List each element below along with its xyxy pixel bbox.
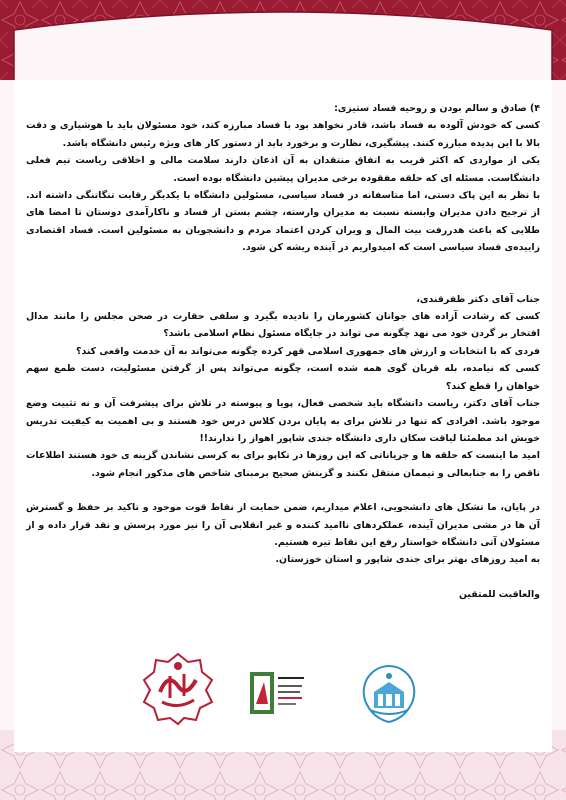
top-decorative-frame xyxy=(0,0,566,80)
section-heading: ۴) صادق و سالم بودن و روحیه فساد ستیزی: xyxy=(334,103,540,114)
paragraph: به امید روزهای بهتر برای جندی شاپور و استان خوزستان. xyxy=(275,554,540,566)
paragraph: در پایان، ما تشکل های دانشجویی، اعلام میداریم، ضمن حمایت از نقاط قوت موجود و تاکید بر حفظ و گسترش آن ها در مشی مدیران آینده، عملکردهای ناامید کننده و غیر انقلابی آن را نیز مورد پرسش و نقد قرار داده و از مسئولان آتی دانشگاه خواستار رفع این نقاط تیره هستیم. xyxy=(26,502,540,548)
paragraph: امید ما اینست که حلقه ها و جریاناتی که این روزها در تکاپو برای به کرسی نشاندن گزینه ی خود هستند اطلاعات ناقص را به جنابعالی و تیممان منتقل نکنند و گزینش صحیح برمبنای شاخص های مذکور انجام شود. xyxy=(26,450,540,479)
paragraph: فردی که با انتخابات و ارزش های جمهوری اسلامی قهر کرده چگونه می‌تواند به آن خدمت واقعی کند؟ xyxy=(76,345,540,357)
bottom-decorative-frame xyxy=(0,730,566,800)
paragraph: کسی که نیامده، بله قربان گوی همه شده است، چگونه می‌تواند پس از گرفتن مسئولیت، دست طمع سهم خواهان را قطع کند؟ xyxy=(26,363,540,392)
paragraph: یکی از مواردی که اکثر قریب به اتفاق منتقدان به آن اذعان دارند سلامت مالی و اخلاقی ریاست تیم فعلی دانشگاست. مسئله ای که حلقه مفقوده برخی مدیران پیشین دانشگاه بوده است. xyxy=(26,155,540,184)
university-basij-emblem-icon xyxy=(360,662,418,730)
paragraph: جناب آقای دکتر، ریاست دانشگاه باید شخصی فعال، پویا و پیوسته در تلاش برای پیشرفت آن و نه تثبیت وضع موجود باشد. افرادی که تنها در تلاش برای به پایان بردن کلاس درس خود هستند و بی اهمیت به کیفیت تدریس خویش اند مطمئنا لیاقت سکان داری دانشگاه جندی شاپور اهواز را ندارند!! xyxy=(26,398,540,444)
document-body xyxy=(26,100,540,603)
jaame-eslami-calligraphy-emblem-icon xyxy=(140,652,216,730)
student-basij-emblem-icon xyxy=(244,664,308,726)
paragraph: با نظر به این پاک دستی، اما متاسفانه در فساد سیاسی، مسئولین دانشگاه با یکدیگر رقابت تنگاتنگی داشته اند. از ترجیح دادن مدیران وابسته نسبت به مدیران وارسته، چشم بستن از فساد و ناکارآمدی دوستان تا امضا های طلایی که باعث هدررفت بیت المال و ویران کردن اعتماد مردم و دانشجویان به مسئولین است. فساد اقتصادی زاییده‌ی فساد سیاسی است که امیدواریم در آینده ریشه کن شود. xyxy=(26,190,540,254)
logos-row xyxy=(0,648,566,728)
paragraph: کسی که خودش آلوده به فساد باشد، قادر نخواهد بود با فساد مبارزه کند، خود مسئولان باید با هوشیاری و دقت بالا با این پدیده مبارزه کنند. پیشگیری، نظارت و برخورد باید از دستور کار های ویژه رئیس دانشگاه باشد. xyxy=(26,120,540,149)
signoff: والعاقبت للمتقین xyxy=(459,588,540,600)
salutation: جناب آقای دکتر ظفرقندی، xyxy=(416,293,540,305)
paragraph: کسی که رشادت آزاده های جوانان کشورمان را نادیده بگیرد و سلفی حقارت در صحن مجلس را مانند مدال افتخار بر گردن خود می نهد چگونه می تواند در جایگاه مسئول نظام اسلامی باشد؟ xyxy=(26,311,540,340)
